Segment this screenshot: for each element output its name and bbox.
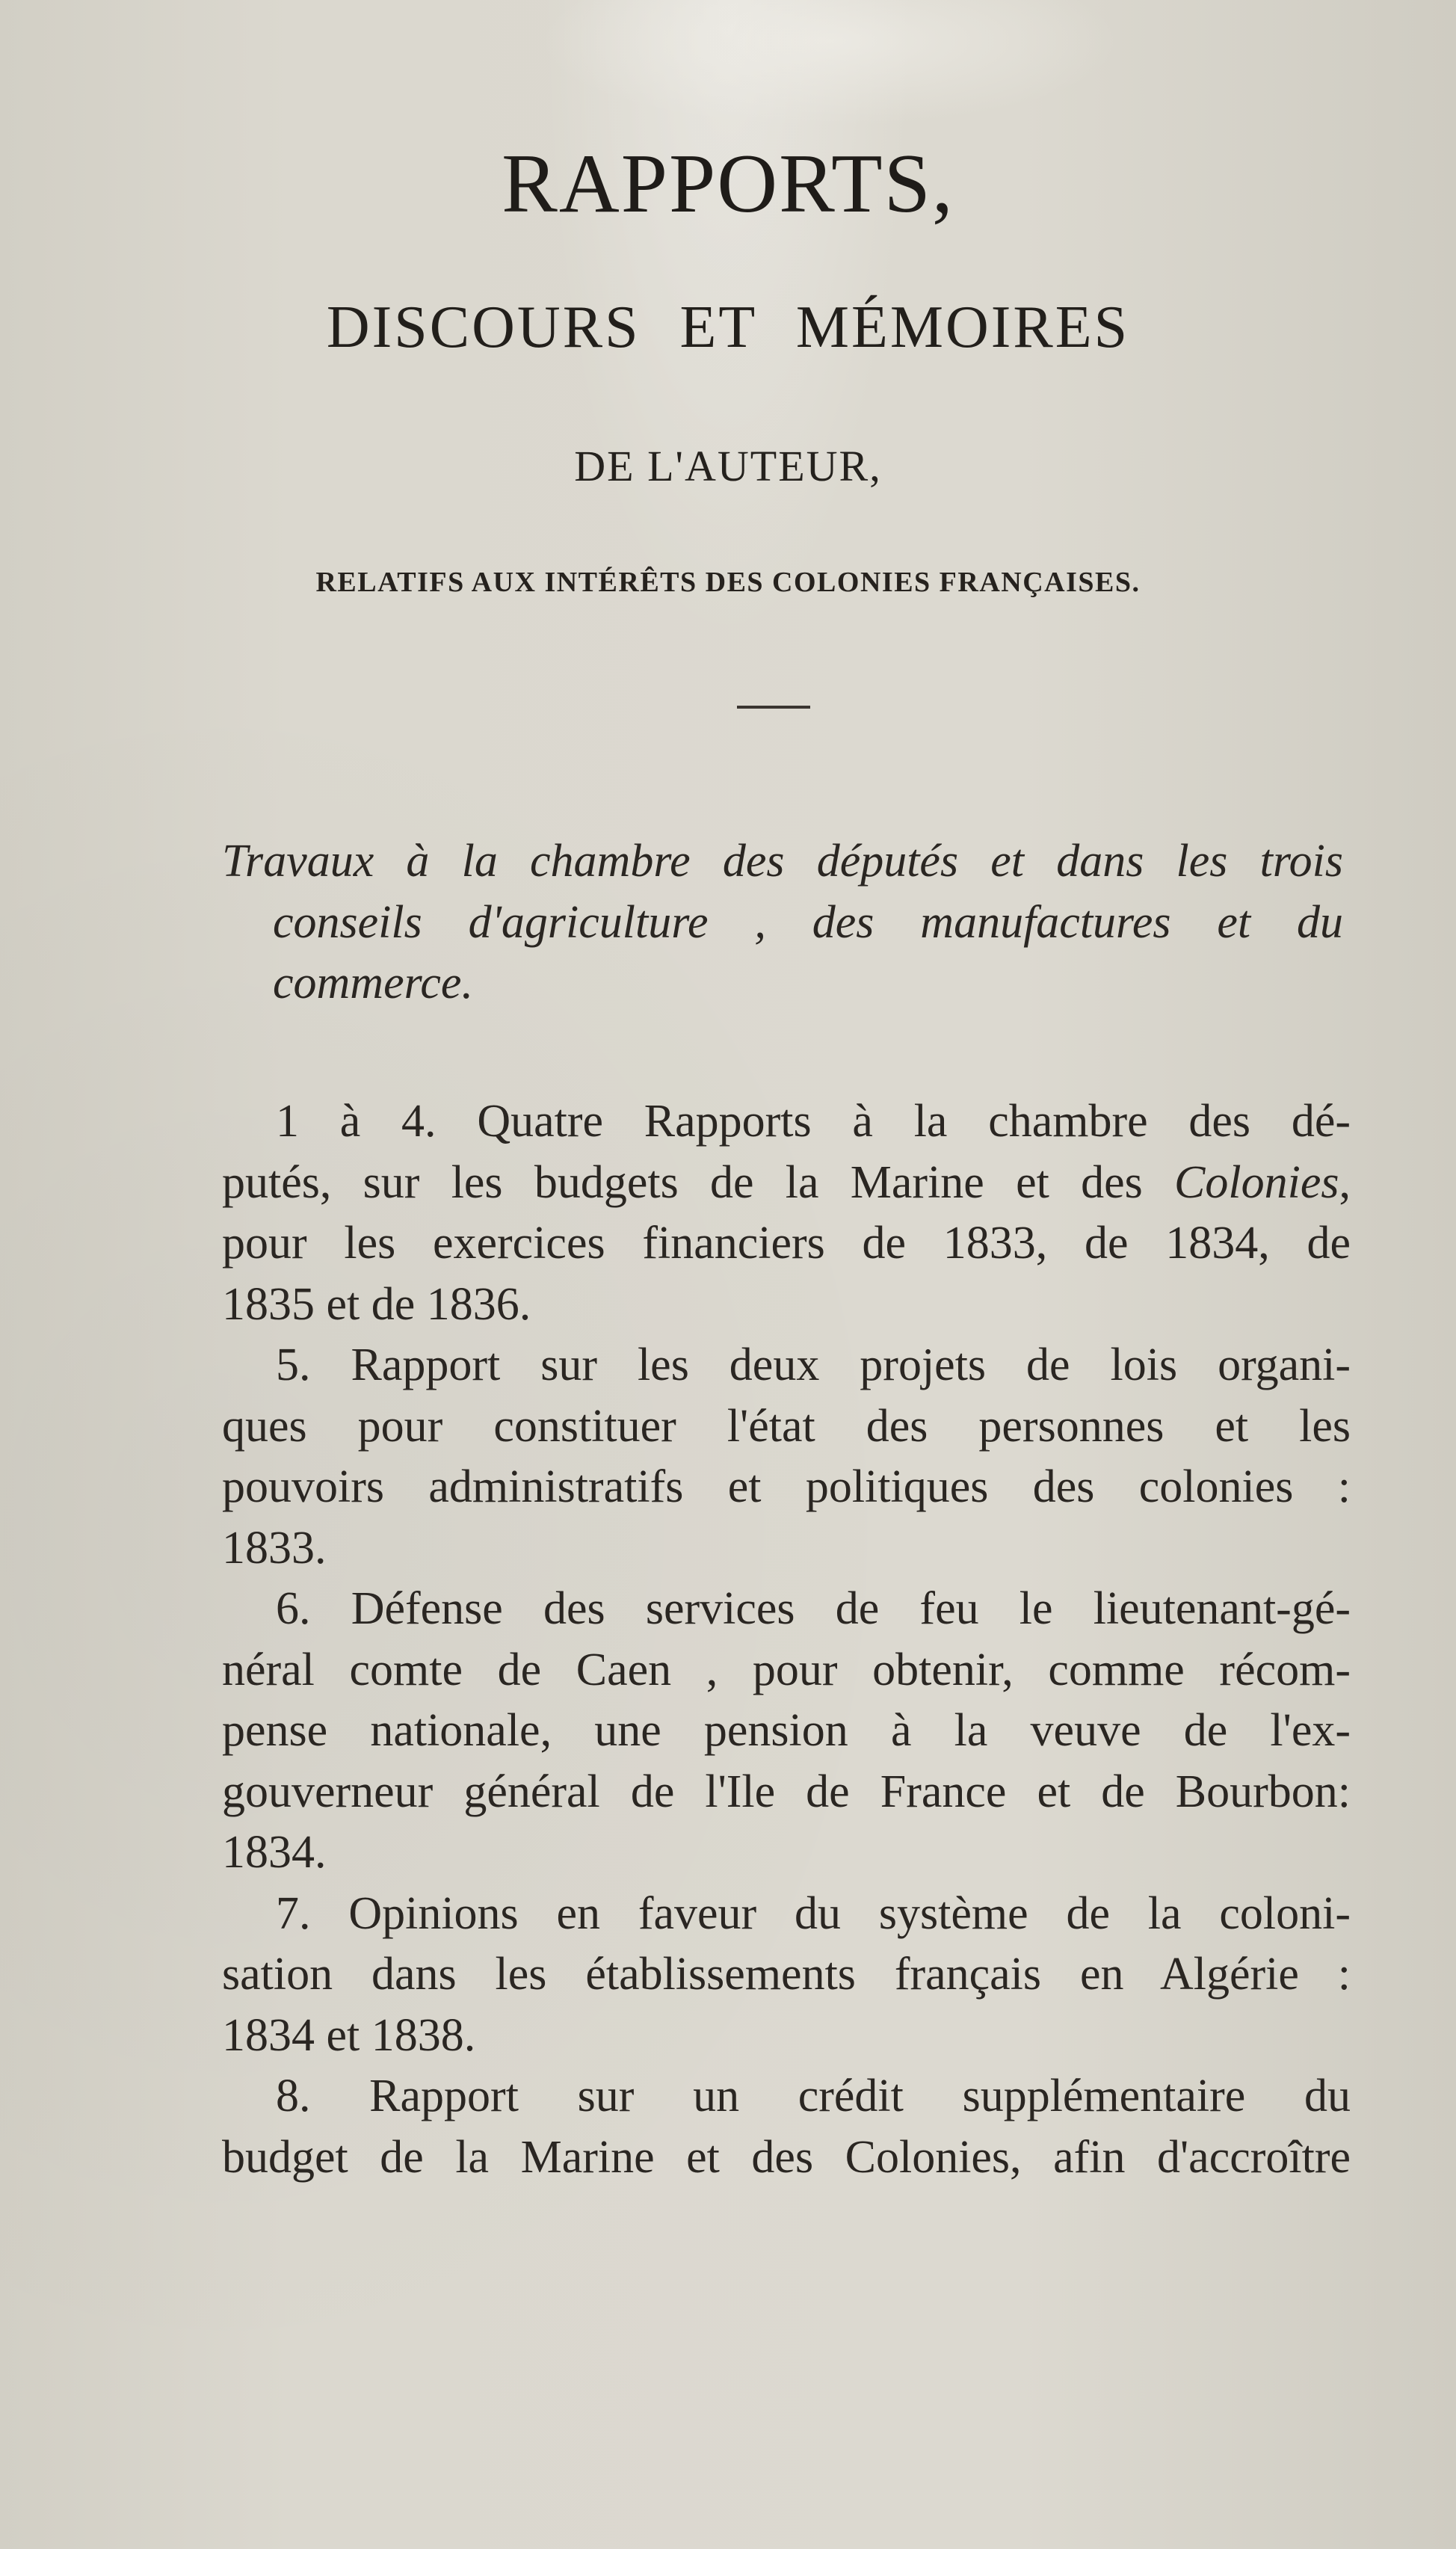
section-heading-line-3: commerce. xyxy=(273,958,473,1008)
entries-list xyxy=(222,1091,1351,2188)
entry-6-line-4: gouverneur général de l'Ile de France et de Bourbon: xyxy=(222,1766,1351,1817)
section-heading-line-1: Travaux à la chambre des députés et dans les trois xyxy=(222,836,1343,887)
page-subtitle: DISCOURS ET MÉMOIRES xyxy=(326,295,1130,360)
entry-6-line-5: 1834. xyxy=(222,1827,327,1878)
section-heading xyxy=(222,830,1343,1013)
entry-1-italic-word: Colonies xyxy=(1174,1156,1339,1208)
paper-stain xyxy=(538,0,1121,127)
topic-line: RELATIFS AUX INTÉRÊTS DES COLONIES FRANÇAISES. xyxy=(315,567,1141,598)
entry-7-line-3: 1834 et 1838. xyxy=(222,2009,476,2061)
entry-1-line-2 xyxy=(222,1153,1351,1214)
entry-6-line-2: néral comte de Caen , pour obtenir, comme récom- xyxy=(222,1644,1351,1695)
entry-7-line-1: 7. Opinions en faveur du système de la coloni- xyxy=(276,1887,1351,1939)
entry-1-line-1: 1 à 4. Quatre Rapports à la chambre des dé- xyxy=(276,1096,1351,1147)
entry-5-line-3: pouvoirs administratifs et politiques des colonies : xyxy=(222,1461,1351,1512)
entry-6-line-3: pense nationale, une pension à la veuve de l'ex- xyxy=(222,1705,1351,1756)
entry-6-line-1: 6. Défense des services de feu le lieutenant-gé- xyxy=(276,1583,1351,1634)
page-title: RAPPORTS, xyxy=(502,138,954,230)
entry-7-line-2: sation dans les établissements français en Algérie : xyxy=(222,1949,1351,2000)
entry-8-line-1: 8. Rapport sur un crédit supplémentaire du xyxy=(276,2071,1351,2121)
entry-5-line-1: 5. Rapport sur les deux projets de lois organi- xyxy=(276,1340,1351,1390)
entry-1-line-4: 1835 et de 1836. xyxy=(222,1278,531,1330)
entry-1-line-2-text: putés, sur les budgets de la Marine et des xyxy=(222,1156,1175,1208)
section-heading-line-2: conseils d'agriculture , des manufactures et du xyxy=(273,896,1343,948)
entry-5-line-4: 1833. xyxy=(222,1522,327,1574)
entry-1-line-3: pour les exercices financiers de 1833, de 1834, de xyxy=(222,1218,1351,1269)
author-line: DE L'AUTEUR, xyxy=(574,442,882,490)
entry-1-italic-after: , xyxy=(1339,1156,1351,1208)
entry-8-line-2: budget de la Marine et des Colonies, afin d'accroître xyxy=(222,2131,1351,2183)
entry-5-line-2: ques pour constituer l'état des personnes et les xyxy=(222,1400,1351,1452)
divider-rule xyxy=(737,706,810,709)
